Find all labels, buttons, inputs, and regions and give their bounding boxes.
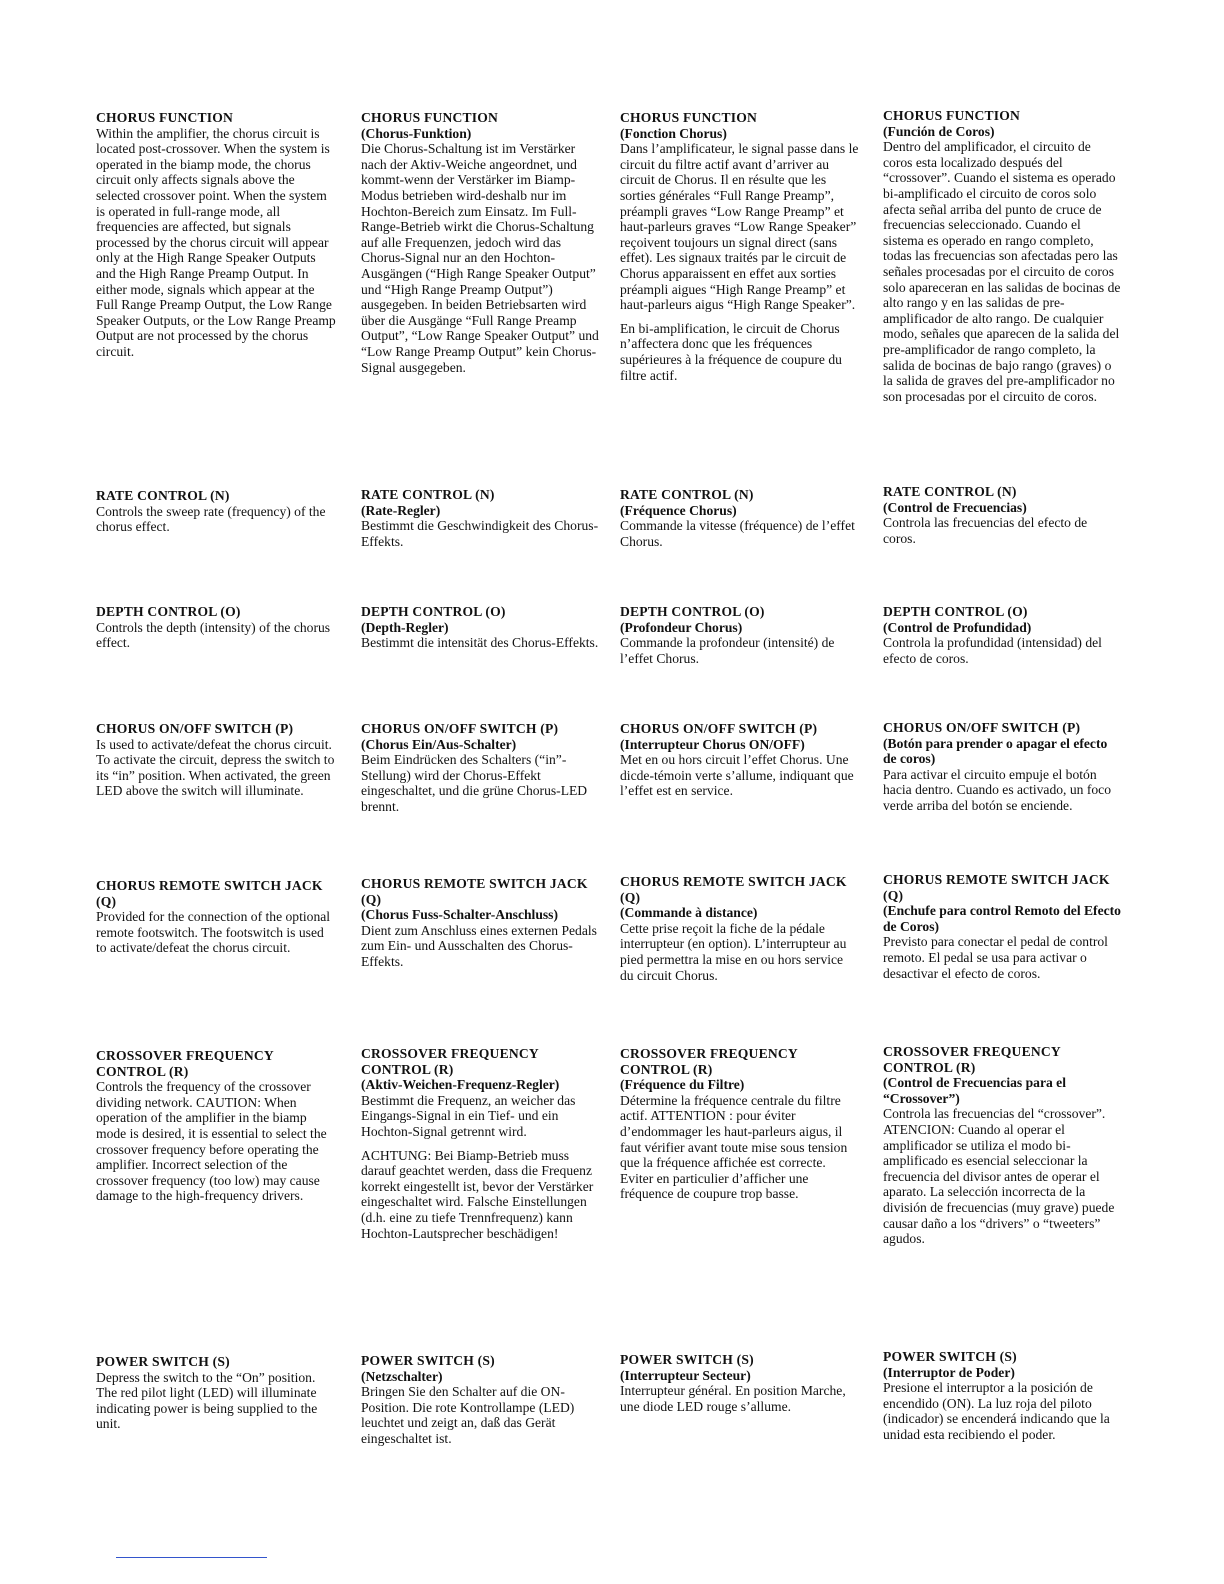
section-heading: CHORUS REMOTE SWITCH JACK (Q) — [883, 872, 1110, 903]
section-body — [361, 1093, 601, 1241]
section-6-english — [96, 1048, 336, 1204]
section-2-french — [620, 487, 860, 549]
section-body — [96, 620, 336, 651]
section-heading: CHORUS FUNCTION — [620, 110, 758, 125]
section-7-french — [620, 1352, 860, 1414]
section-body — [620, 752, 860, 799]
paragraph: Controla la profundidad (intensidad) del efecto de coros. — [883, 635, 1102, 666]
section-heading: CHORUS FUNCTION — [361, 110, 499, 125]
section-body — [96, 1370, 336, 1432]
section-subheading: (Chorus Fuss-Schalter-Anschluss) — [361, 907, 559, 923]
paragraph: Bringen Sie den Schalter auf die ON-Position. Die rote Kontrollampe (LED) leuchtet und zeigt an, daß das Gerät eingeschaltet ist. — [361, 1384, 575, 1446]
paragraph: Dient zum Anschluss eines externen Pedals zum Ein- und Ausschalten des Chorus-Effekts. — [361, 922, 597, 969]
paragraph: Depress the switch to the “On” position. The red pilot light (LED) will illuminate indicating power is being supplied to the unit. — [96, 1369, 318, 1432]
section-6-french — [620, 1046, 860, 1202]
section-2-spanish — [883, 484, 1121, 546]
section-subheading: (Aktiv-Weichen-Frequenz-Regler) — [361, 1077, 560, 1093]
paragraph: Presione el interruptor a la posición de encendido (ON). La luz roja del piloto (indicador) se encenderá indicando que la unidad esta recibiendo el poder. — [883, 1380, 1110, 1442]
paragraph: Dans l’amplificateur, le signal passe dans le circuit du filtre actif avant d’arriver au circuit de Chorus. Il en résulte que les sorties générales “Full Range Preamp”, préampli graves “Low Range Preamp” et haut-parleurs graves “Low Range Speaker” reçoivent toujours un signal direct (sans effet). Les signaux traités par le circuit de Chorus apparaissent en effet aux sorties préampli aigues “High Range Preamp” et haut-parleurs aigus “High Range Speaker”. — [620, 141, 859, 313]
paragraph: Controls the frequency of the crossover dividing network. CAUTION: When operation of the amplifier in the biamp mode is desired, it is essential to select the crossover frequency before operating the amplifier. Incorrect selection of the crossover frequency (too low) may cause damage to the high-frequency drivers. — [96, 1079, 327, 1204]
paragraph: Beim Eindrücken des Schalters (“in”-Stellung) wird der Chorus-Effekt eingeschaltet, und die grüne Chorus-LED brennt. — [361, 752, 588, 814]
paragraph: Controla las frecuencias del efecto de coros. — [883, 515, 1088, 546]
section-subheading: (Interrupteur Chorus ON/OFF) — [620, 736, 805, 752]
section-7-spanish — [883, 1349, 1121, 1443]
section-subheading: (Chorus-Funktion) — [361, 125, 472, 141]
section-heading: DEPTH CONTROL (O) — [620, 604, 765, 619]
section-6-spanish — [883, 1044, 1121, 1247]
section-body — [361, 635, 601, 651]
section-subheading: (Interruptor de Poder) — [883, 1364, 1015, 1380]
paragraph: Détermine la fréquence centrale du filtre actif. ATTENTION : pour éviter d’endommager les haut-parleurs aigus, il faut vérifier avant toute mise sous tension que la fréquence affichée est correcte. Eviter en particulier d’afficher une fréquence de coupure trop basse. — [620, 1092, 848, 1202]
paragraph: Bestimmt die Geschwindigkeit des Chorus-Effekts. — [361, 518, 599, 549]
section-subheading: (Interrupteur Secteur) — [620, 1367, 751, 1383]
section-heading: CHORUS ON/OFF SWITCH (P) — [620, 721, 818, 736]
section-1-french — [620, 110, 860, 383]
section-3-english — [96, 604, 336, 651]
section-heading: CROSSOVER FREQUENCY CONTROL (R) — [96, 1048, 274, 1079]
paragraph: Commande la vitesse (fréquence) de l’effet Chorus. — [620, 518, 855, 549]
section-6-german — [361, 1046, 601, 1241]
paragraph: Para activar el circuito empuje el botón hacia dentro. Cuando es activado, un foco verde arriba del botón se enciende. — [883, 766, 1111, 813]
section-subheading: (Profondeur Chorus) — [620, 619, 743, 635]
section-heading: POWER SWITCH (S) — [883, 1349, 1017, 1364]
section-body — [96, 504, 336, 535]
section-heading: CHORUS REMOTE SWITCH JACK (Q) — [96, 878, 323, 909]
section-body — [96, 126, 336, 360]
paragraph: ACHTUNG: Bei Biamp-Betrieb muss darauf geachtet werden, dass die Frequenz korrekt eingestellt ist, bevor der Verstärker eingeschaltet wird. Falsche Einstellungen (d.h. eine zu tiefe Trennfrequenz) kann Hochton-Lautsprecher beschädigen! — [361, 1147, 594, 1241]
section-5-english — [96, 878, 336, 956]
paragraph: Die Chorus-Schaltung ist im Verstärker nach der Aktiv-Weiche angeordnet, und kommt-wenn der Verstärker im Biamp-Modus betrieben wird-deshalb nur im Hochton-Bereich zum Einsatz. Im Full-Range-Betrieb wirkt die Chorus-Schaltung auf alle Frequenzen, jedoch wird das Chorus-Signal nur an den Hochton-Ausgängen (“High Range Speaker Output” und “High Range Preamp Output”) ausgegeben. In beiden Betriebsarten wird über die Ausgänge “Full Range Preamp Output”, “Low Range Speaker Output” und “Low Range Preamp Output” kein Chorus-Signal ausgegeben. — [361, 141, 599, 375]
section-subheading: (Control de Frecuencias para el “Crossover”) — [883, 1075, 1066, 1106]
section-heading: CHORUS ON/OFF SWITCH (P) — [361, 721, 559, 736]
section-body — [620, 1383, 860, 1414]
section-subheading: (Rate-Regler) — [361, 502, 441, 518]
section-4-english — [96, 721, 336, 799]
paragraph: Met en ou hors circuit l’effet Chorus. Une dicde-témoin verte s’allume, indiquant que l’effet est en service. — [620, 752, 854, 799]
section-heading: CROSSOVER FREQUENCY CONTROL (R) — [620, 1046, 798, 1077]
section-5-spanish — [883, 872, 1121, 981]
section-heading: CHORUS REMOTE SWITCH JACK (Q) — [620, 874, 847, 905]
section-2-german — [361, 487, 601, 549]
section-heading: CHORUS FUNCTION — [96, 110, 234, 125]
section-body — [361, 518, 601, 549]
section-heading: RATE CONTROL (N) — [883, 484, 1017, 499]
section-3-spanish — [883, 604, 1121, 666]
section-heading: RATE CONTROL (N) — [620, 487, 754, 502]
section-heading: CROSSOVER FREQUENCY CONTROL (R) — [883, 1044, 1061, 1075]
section-7-english — [96, 1354, 336, 1432]
footer-rule — [116, 1557, 267, 1558]
section-body — [620, 921, 860, 983]
section-5-french — [620, 874, 860, 983]
section-body — [361, 752, 601, 814]
section-heading: DEPTH CONTROL (O) — [361, 604, 506, 619]
section-1-spanish — [883, 108, 1121, 404]
section-body — [883, 934, 1121, 981]
section-body — [620, 141, 860, 383]
section-subheading: (Netzschalter) — [361, 1368, 443, 1384]
section-subheading: (Enchufe para control Remoto del Efecto de Coros) — [883, 903, 1121, 934]
section-subheading: (Fonction Chorus) — [620, 125, 727, 141]
section-heading: POWER SWITCH (S) — [620, 1352, 754, 1367]
paragraph: Dentro del amplificador, el circuito de coros esta localizado después del “crossover”. Cuando el sistema es operado bi-amplificado el circuito de coros solo afecta señal arriba del punto de cruce de frecuencias seleccionado. Cuando el sistema es operado en rango completo, todas las frecuencias son afectadas pero las señales procesadas por el circuito de coros solo apareceran en las salidas de bocinas de alto rango y en las salidas de pre-amplificador de alto rango. De cualquier modo, señales que aparecen de la salida del pre-amplificador de rango completo, la salida de bocinas de bajo rango (graves) o la salida de graves del pre-amplificador no son procesadas por el circuito de coros. — [883, 139, 1121, 404]
paragraph: Controls the sweep rate (frequency) of the chorus effect. — [96, 503, 326, 535]
section-heading: DEPTH CONTROL (O) — [883, 604, 1028, 619]
section-subheading: (Depth-Regler) — [361, 619, 449, 635]
section-subheading: (Fréquence du Filtre) — [620, 1077, 745, 1093]
section-heading: POWER SWITCH (S) — [361, 1353, 495, 1368]
section-subheading: (Control de Frecuencias) — [883, 499, 1027, 515]
section-body — [883, 1106, 1121, 1246]
section-heading: RATE CONTROL (N) — [96, 488, 230, 503]
section-3-french — [620, 604, 860, 666]
section-body — [620, 518, 860, 549]
paragraph: Provided for the connection of the optional remote footswitch. The footswitch is used to activate/defeat the chorus circuit. — [96, 909, 331, 956]
paragraph: En bi-amplification, le circuit de Chorus n’affectera donc que les fréquences supérieures à la fréquence de coupure du filtre actif. — [620, 320, 842, 383]
section-body — [96, 1079, 336, 1204]
section-subheading: (Chorus Ein/Aus-Schalter) — [361, 736, 517, 752]
section-body — [883, 139, 1121, 404]
paragraph: Controla las frecuencias del “crossover”. ATENCION: Cuando al operar el amplificador se utiliza el modo bi-amplificado es esencial seleccionar la frecuencia del divisor antes de operar el aparato. La selección incorrecta de la división de frecuencias (muy grave) puede causar daño a los “drivers” o “tweeters” agudos. — [883, 1106, 1115, 1247]
section-1-english — [96, 110, 336, 360]
section-subheading: (Commande à distance) — [620, 905, 758, 921]
section-4-german — [361, 721, 601, 815]
paragraph: Controls the depth (intensity) of the chorus effect. — [96, 619, 331, 651]
section-body — [620, 1093, 860, 1202]
section-body — [620, 635, 860, 666]
section-heading: CHORUS ON/OFF SWITCH (P) — [883, 720, 1081, 735]
section-heading: DEPTH CONTROL (O) — [96, 604, 241, 619]
section-1-german — [361, 110, 601, 375]
section-heading: POWER SWITCH (S) — [96, 1354, 230, 1369]
section-body — [361, 141, 601, 375]
section-subheading: (Fréquence Chorus) — [620, 502, 737, 518]
section-subheading: (Botón para prender o apagar el efecto de coros) — [883, 735, 1108, 767]
section-body — [96, 737, 336, 799]
section-subheading: (Control de Profundidad) — [883, 619, 1032, 635]
paragraph: Is used to activate/defeat the chorus circuit. To activate the circuit, depress the switch to its “in” position. When activated, the green LED above the switch will illuminate. — [96, 736, 335, 799]
section-heading: CROSSOVER FREQUENCY CONTROL (R) — [361, 1046, 539, 1077]
section-subheading: (Función de Coros) — [883, 123, 995, 139]
section-heading: RATE CONTROL (N) — [361, 487, 495, 502]
section-body — [883, 515, 1121, 546]
section-2-english — [96, 488, 336, 535]
section-heading: CHORUS REMOTE SWITCH JACK (Q) — [361, 876, 588, 907]
section-body — [883, 635, 1121, 666]
paragraph: Bestimmt die intensität des Chorus-Effekts. — [361, 635, 599, 651]
paragraph: Previsto para conectar el pedal de control remoto. El pedal se usa para activar o desactivar el efecto de coros. — [883, 934, 1108, 981]
section-body — [883, 1380, 1121, 1442]
section-4-spanish — [883, 720, 1121, 814]
section-body — [96, 909, 336, 956]
section-body — [883, 767, 1121, 814]
section-body — [361, 1384, 601, 1446]
paragraph: Cette prise reçoit la fiche de la pédale interrupteur (en option). L’interrupteur au pied permettra la mise en ou hors service du circuit Chorus. — [620, 920, 847, 983]
section-3-german — [361, 604, 601, 651]
section-4-french — [620, 721, 860, 799]
section-heading: CHORUS ON/OFF SWITCH (P) — [96, 721, 294, 736]
paragraph: Bestimmt die Frequenz, an weicher das Eingangs-Signal in ein Tief- und ein Hochton-Signal getrennt wird. — [361, 1092, 576, 1139]
paragraph: Interrupteur général. En position Marche, une diode LED rouge s’allume. — [620, 1383, 846, 1414]
section-heading: CHORUS FUNCTION — [883, 108, 1021, 123]
section-body — [361, 923, 601, 970]
paragraph: Commande la profondeur (intensité) de l’effet Chorus. — [620, 635, 835, 666]
paragraph: Within the amplifier, the chorus circuit is located post-crossover. When the system is operated in the biamp mode, the chorus circuit only affects signals above the selected crossover point. When the system is operated in full-range mode, all frequencies are affected, but signals processed by the chorus circuit will appear only at the High Range Speaker Outputs and the High Range Preamp Output. In either mode, signals which appear at the Full Range Preamp Output, the Low Range Speaker Outputs, or the Low Range Preamp Output are not processed by the chorus circuit. — [96, 125, 336, 359]
section-5-german — [361, 876, 601, 970]
section-7-german — [361, 1353, 601, 1447]
